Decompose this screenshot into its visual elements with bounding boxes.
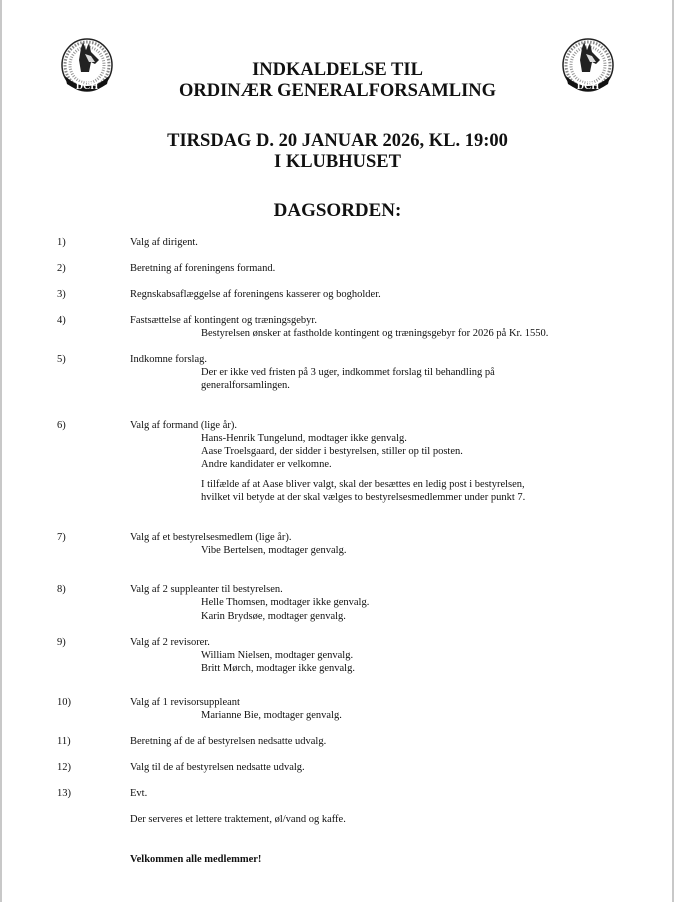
welcome-message: Velkommen alle medlemmer! bbox=[130, 854, 262, 865]
item-number: 6) bbox=[57, 420, 66, 431]
logo-text: DCH bbox=[576, 81, 600, 92]
item-detail: Karin Brydsøe, modtager genvalg. bbox=[201, 611, 346, 622]
item-text: Valg af et bestyrelsesmedlem (lige år). bbox=[130, 532, 292, 543]
item-number: 9) bbox=[57, 637, 66, 648]
refreshments-note: Der serveres et lettere traktement, øl/vand og kaffe. bbox=[130, 814, 346, 825]
item-detail: hvilket vil betyde at der skal vælges to bestyrelsesmedlemmer under punkt 7. bbox=[201, 492, 526, 503]
item-text: Valg af 1 revisorsuppleant bbox=[130, 697, 240, 708]
item-detail: Marianne Bie, modtager genvalg. bbox=[201, 710, 342, 721]
item-number: 1) bbox=[57, 237, 66, 248]
item-number: 13) bbox=[57, 788, 71, 799]
item-number: 12) bbox=[57, 762, 71, 773]
item-number: 5) bbox=[57, 354, 66, 365]
item-detail: Bestyrelsen ønsker at fastholde kontingent og træningsgebyr for 2026 på Kr. 1550. bbox=[201, 328, 549, 339]
item-number: 3) bbox=[57, 289, 66, 300]
item-number: 10) bbox=[57, 697, 71, 708]
item-detail: Der er ikke ved fristen på 3 uger, indkommet forslag til behandling på bbox=[201, 367, 495, 378]
item-text: Valg til de af bestyrelsen nedsatte udvalg. bbox=[130, 762, 305, 773]
item-detail: Vibe Bertelsen, modtager genvalg. bbox=[201, 545, 347, 556]
item-number: 8) bbox=[57, 584, 66, 595]
item-text: Evt. bbox=[130, 788, 148, 799]
item-text: Fastsættelse af kontingent og træningsgebyr. bbox=[130, 315, 317, 326]
item-text: Valg af dirigent. bbox=[130, 237, 198, 248]
item-text: Regnskabsaflæggelse af foreningens kasserer og bogholder. bbox=[130, 289, 381, 300]
item-detail: Helle Thomsen, modtager ikke genvalg. bbox=[201, 597, 370, 608]
heading-date-location bbox=[0, 131, 675, 173]
agenda-title: DAGSORDEN: bbox=[273, 200, 402, 221]
item-detail: William Nielsen, modtager genvalg. bbox=[201, 650, 354, 661]
heading-invitation bbox=[0, 60, 675, 102]
heading-date: TIRSDAG D. 20 JANUAR 2026, KL. 19:00 bbox=[167, 131, 508, 151]
heading-location: I KLUBHUSET bbox=[274, 152, 401, 172]
item-number: 7) bbox=[57, 532, 66, 543]
item-detail: Britt Mørch, modtager ikke genvalg. bbox=[201, 663, 355, 674]
item-text: Beretning af de af bestyrelsen nedsatte udvalg. bbox=[130, 736, 327, 747]
logo-text: DCH bbox=[75, 81, 99, 92]
item-text: Valg af formand (lige år). bbox=[130, 420, 237, 431]
item-number: 2) bbox=[57, 263, 66, 274]
heading-line-2: ORDINÆR GENERALFORSAMLING bbox=[178, 81, 497, 101]
item-text: Valg af 2 suppleanter til bestyrelsen. bbox=[130, 584, 283, 595]
item-text: Indkomne forslag. bbox=[130, 354, 207, 365]
heading-line-1: INDKALDELSE TIL bbox=[252, 60, 423, 80]
item-detail: generalforsamlingen. bbox=[201, 380, 290, 391]
item-detail: I tilfælde af at Aase bliver valgt, skal der besættes en ledig post i bestyrelsen, bbox=[201, 479, 525, 490]
item-detail: Aase Troelsgaard, der sidder i bestyrelsen, stiller op til posten. bbox=[201, 446, 463, 457]
item-number: 4) bbox=[57, 315, 66, 326]
item-detail: Andre kandidater er velkomne. bbox=[201, 459, 332, 470]
item-text: Beretning af foreningens formand. bbox=[130, 263, 276, 274]
item-text: Valg af 2 revisorer. bbox=[130, 637, 210, 648]
item-detail: Hans-Henrik Tungelund, modtager ikke genvalg. bbox=[201, 433, 407, 444]
item-number: 11) bbox=[57, 736, 71, 747]
